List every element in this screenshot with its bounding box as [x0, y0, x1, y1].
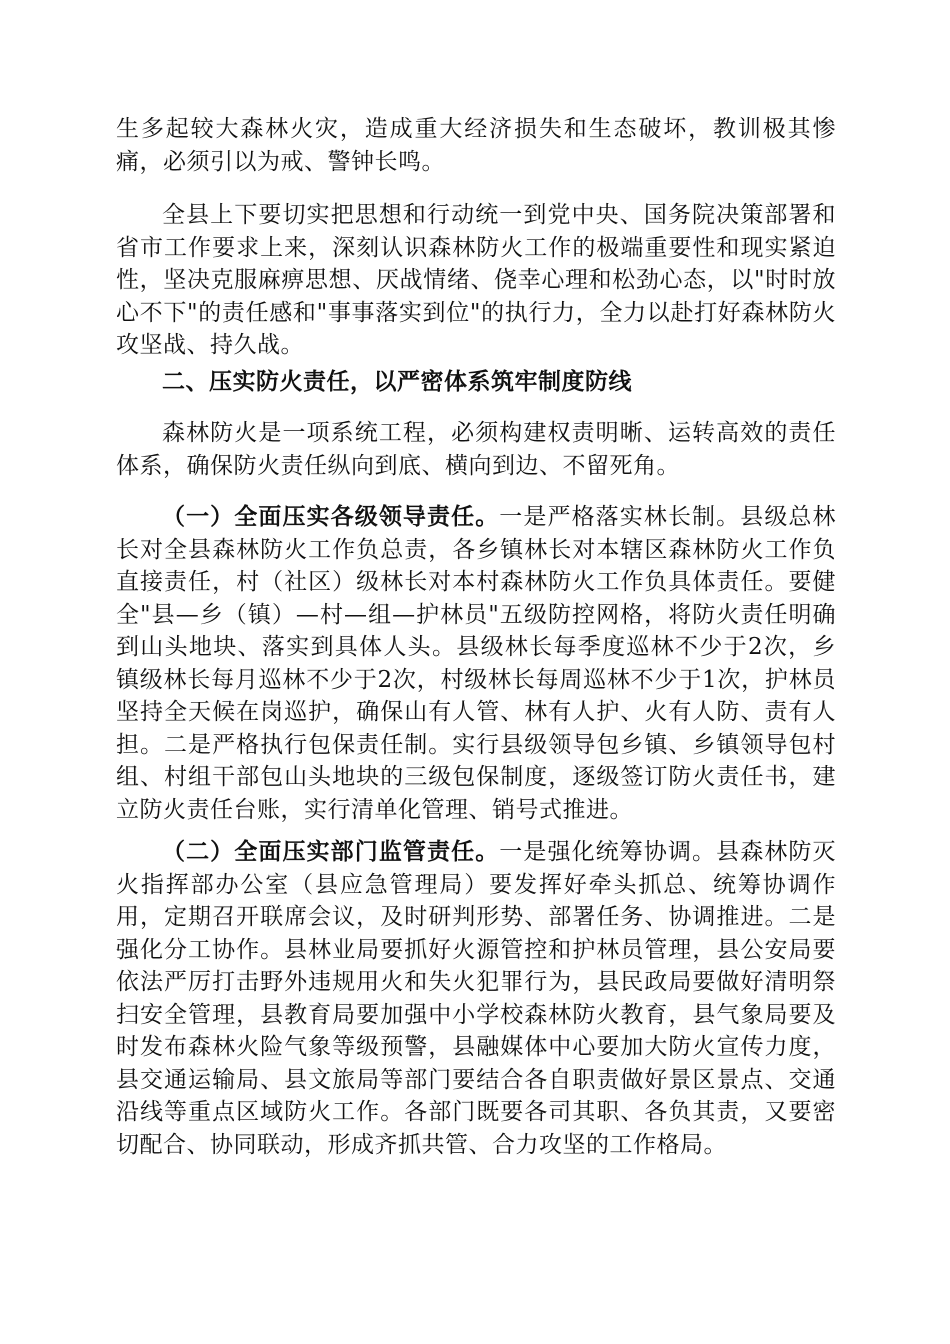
paragraph-text: 生多起较大森林火灾，造成重大经济损失和生态破坏，教训极其惨痛，必须引以为戒、警钟长鸣。: [116, 116, 836, 175]
section-heading-text: 二、压实防火责任，以严密体系筑牢制度防线: [162, 368, 632, 395]
paragraph-continuation: [116, 113, 836, 178]
paragraph-text: 一是强化统筹协调。县森林防灭火指挥部办公室（县应急管理局）要发挥好牵头抓总、统筹协调作用，定期召开联席会议，及时研判形势、部署任务、协调推进。二是强化分工协作。县林业局要抓好火源管控和护林员管理，县公安局要依法严厉打击野外违规用火和失火犯罪行为，县民政局要做好清明祭扫安全管理，县教育局要加强中小学校森林防火教育，县气象局要及时发布森林火险气象等级预警，县融媒体中心要加大防火宣传力度，县交通运输局、县文旅局等部门要结合各自职责做好景区景点、交通沿线等重点区域防火工作。各部门既要各司其职、各负其责，又要密切配合、协同联动，形成齐抓共管、合力攻坚的工作格局。: [116, 839, 837, 1158]
paragraph-unified-thinking: [116, 199, 836, 362]
paragraph-system-engineering: [116, 417, 836, 482]
paragraph-text: 森林防火是一项系统工程，必须构建权责明晰、运转高效的责任体系，确保防火责任纵向到底、横向到边、不留死角。: [116, 420, 836, 479]
subsection-heading: （二）全面压实部门监管责任。: [162, 838, 500, 865]
paragraph-department-responsibility: [116, 836, 836, 1161]
subsection-heading: （一）全面压实各级领导责任。: [162, 503, 500, 530]
section-heading-2: [116, 366, 836, 399]
paragraph-leadership-responsibility: [116, 501, 836, 826]
paragraph-text: 全县上下要切实把思想和行动统一到党中央、国务院决策部署和省市工作要求上来，深刻认识森林防火工作的极端重要性和现实紧迫性，坚决克服麻痹思想、厌战情绪、侥幸心理和松劲心态，以"时时放心不下"的责任感和"事事落实到位"的执行力，全力以赴打好森林防火攻坚战、持久战。: [116, 202, 836, 358]
paragraph-text: 一是严格落实林长制。县级总林长对全县森林防火工作负总责，各乡镇林长对本辖区森林防火工作负直接责任，村（社区）级林长对本村森林防火工作负具体责任。要健全"县—乡（镇）—村—组—护林员"五级防控网格，将防火责任明确到山头地块、落实到具体人头。县级林长每季度巡林不少于2次，乡镇级林长每月巡林不少于2次，村级林长每周巡林不少于1次，护林员坚持全天候在岗巡护，确保山有人管、林有人护、火有人防、责有人担。二是严格执行包保责任制。实行县级领导包乡镇、乡镇领导包村组、村组干部包山头地块的三级包保制度，逐级签订防火责任书，建立防火责任台账，实行清单化管理、销号式推进。: [116, 504, 837, 823]
